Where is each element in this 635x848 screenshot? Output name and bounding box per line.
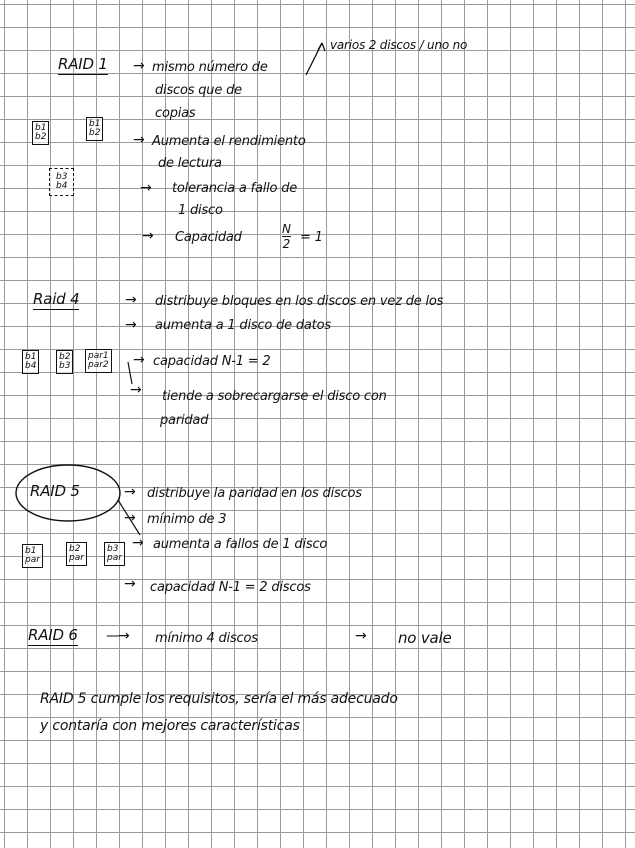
raid6-line: mínimo 4 discos bbox=[155, 631, 258, 646]
arrow-icon: → bbox=[132, 535, 144, 551]
disk-icon: b3 par bbox=[104, 542, 125, 566]
raid4-line: paridad bbox=[160, 413, 209, 428]
raid4-line: aumenta a 1 disco de datos bbox=[155, 318, 331, 333]
raid6-verdict: no vale bbox=[398, 629, 452, 647]
disk-icon: b2 par bbox=[66, 542, 87, 566]
arrow-icon: → bbox=[125, 317, 137, 333]
arrow-icon: → bbox=[355, 628, 367, 644]
raid5-line: aumenta a fallos de 1 disco bbox=[153, 537, 328, 552]
raid1-capacity-fraction: N 2 bbox=[282, 222, 291, 251]
raid1-title: RAID 1 bbox=[58, 55, 108, 73]
conclusion-line: RAID 5 cumple los requisitos, sería el más adecuado bbox=[40, 691, 398, 707]
disk-icon: par1 par2 bbox=[85, 349, 112, 373]
raid1-line: 1 disco bbox=[178, 203, 223, 218]
arrow-icon: → bbox=[124, 510, 136, 526]
raid4-line: distribuye bloques en los discos en vez de los bbox=[155, 294, 444, 309]
conclusion-line: y contaría con mejores características bbox=[40, 718, 300, 734]
raid1-line: discos que de bbox=[155, 83, 242, 98]
raid4-title: Raid 4 bbox=[33, 290, 80, 308]
arrow-icon: → bbox=[133, 58, 145, 74]
raid5-title: RAID 5 bbox=[30, 482, 80, 500]
raid5-line: mínimo de 3 bbox=[147, 512, 227, 527]
disk-icon: b1 b2 bbox=[86, 117, 103, 141]
disk-icon: b3 b4 bbox=[49, 168, 74, 196]
raid4-line: capacidad N-1 = 2 bbox=[153, 354, 271, 369]
disk-icon: b2 b3 bbox=[56, 350, 73, 374]
arrow-icon: —→ bbox=[106, 628, 128, 644]
raid1-line: copias bbox=[155, 106, 196, 121]
arrow-icon: → bbox=[133, 132, 145, 148]
arrow-icon: → bbox=[124, 484, 136, 500]
raid1-side-note: varios 2 discos / uno no bbox=[330, 38, 468, 52]
raid6-title: RAID 6 bbox=[28, 626, 78, 644]
raid1-line: de lectura bbox=[158, 156, 222, 171]
arrow-icon: → bbox=[142, 228, 154, 244]
disk-icon: b1 b2 bbox=[32, 121, 49, 145]
disk-icon: b1 b4 bbox=[22, 350, 39, 374]
raid1-line: Capacidad bbox=[175, 230, 242, 245]
raid1-line: Aumenta el rendimiento bbox=[152, 134, 306, 149]
raid4-line: tiende a sobrecargarse el disco con bbox=[162, 389, 387, 404]
raid5-line: distribuye la paridad en los discos bbox=[147, 486, 362, 501]
raid1-line: tolerancia a fallo de bbox=[172, 181, 298, 196]
arrow-icon: → bbox=[130, 382, 142, 398]
arrow-icon: → bbox=[140, 180, 152, 196]
arrow-icon: → bbox=[125, 292, 137, 308]
disk-icon: b1 par bbox=[22, 544, 43, 568]
raid5-line: capacidad N-1 = 2 discos bbox=[150, 580, 311, 595]
arrow-icon: → bbox=[124, 576, 136, 592]
raid1-capacity-result: = 1 bbox=[300, 230, 323, 245]
raid1-line: mismo número de bbox=[152, 60, 268, 75]
arrow-icon: → bbox=[133, 352, 145, 368]
